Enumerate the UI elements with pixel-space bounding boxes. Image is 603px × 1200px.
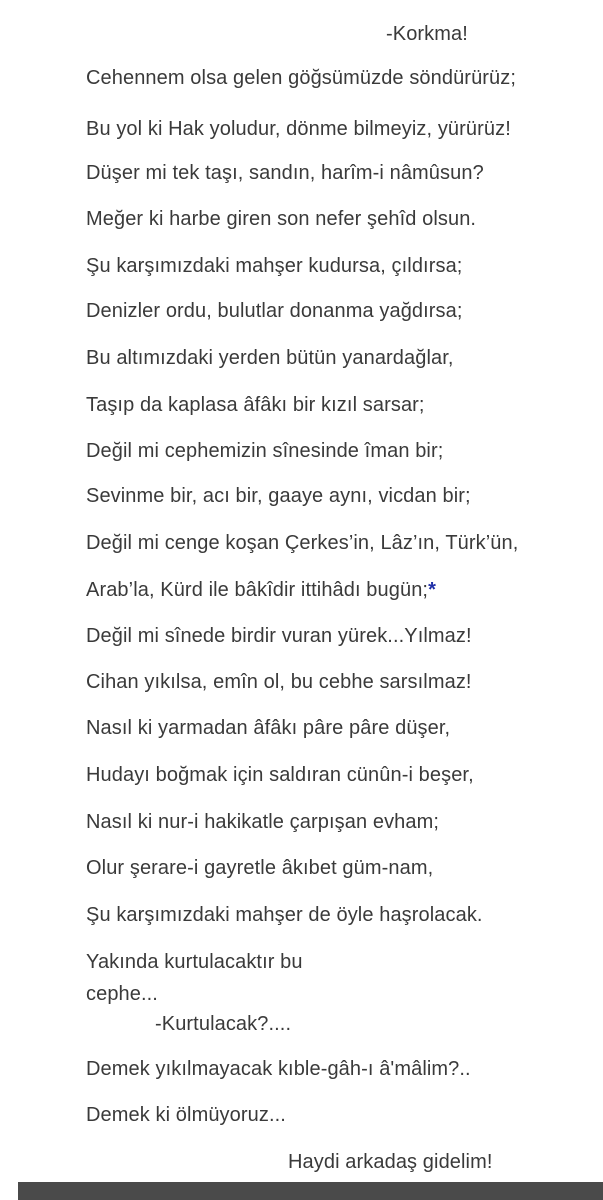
poem-line: Düşer mi tek taşı, sandın, harîm-i nâmûsun? bbox=[86, 162, 484, 184]
poem-line: Demek ki ölmüyoruz... bbox=[86, 1104, 286, 1126]
poem-line: Nasıl ki nur-i hakikatle çarpışan evham; bbox=[86, 811, 440, 833]
poem-line: Sevinme bir, acı bir, gaaye aynı, vicdan bir; bbox=[86, 485, 471, 507]
poem-line-text: Arab’la, Kürd ile bâkîdir ittihâdı bugün; bbox=[86, 579, 429, 601]
poem-line: Bu altımızdaki yerden bütün yanardağlar, bbox=[86, 347, 454, 369]
footnote-asterisk[interactable]: * bbox=[428, 579, 436, 601]
bottom-scrollbar[interactable] bbox=[0, 1182, 603, 1200]
poem-line: Değil mi cenge koşan Çerkes’in, Lâz’ın, Türk’ün, bbox=[86, 532, 519, 554]
poem-line: Şu karşımızdaki mahşer kudursa, çıldırsa; bbox=[86, 255, 463, 277]
poem-line-with-footnote bbox=[86, 578, 436, 602]
poem-line: Meğer ki harbe giren son nefer şehîd olsun. bbox=[86, 208, 477, 230]
poem-line: Yakında kurtulacaktır bu bbox=[86, 951, 303, 973]
poem-line: Hudayı boğmak için saldıran cünûn-i beşer, bbox=[86, 764, 474, 786]
poem-line: Nasıl ki yarmadan âfâkı pâre pâre düşer, bbox=[86, 717, 451, 739]
poem-line: Değil mi cephemizin sînesinde îman bir; bbox=[86, 440, 444, 462]
scrollbar-thumb[interactable] bbox=[0, 1182, 18, 1200]
poem-line: Demek yıkılmayacak kıble-gâh-ı â'mâlim?.. bbox=[86, 1058, 471, 1080]
poem-line: Cihan yıkılsa, emîn ol, bu cebhe sarsılmaz! bbox=[86, 671, 472, 693]
poem-line: Şu karşımızdaki mahşer de öyle haşrolacak. bbox=[86, 904, 483, 926]
poem-line: Cehennem olsa gelen göğsümüzde söndürürüz; bbox=[86, 67, 517, 89]
poem-line: Denizler ordu, bulutlar donanma yağdırsa; bbox=[86, 300, 463, 322]
poem-line: Olur şerare-i gayretle âkıbet güm-nam, bbox=[86, 857, 434, 879]
poem-line: Bu yol ki Hak yoludur, dönme bilmeyiz, yürürüz! bbox=[86, 118, 511, 140]
poem-closing-line: Haydi arkadaş gidelim! bbox=[288, 1151, 493, 1173]
poem-header: -Korkma! bbox=[386, 23, 468, 45]
poem-line: Taşıp da kaplasa âfâkı bir kızıl sarsar; bbox=[86, 394, 425, 416]
poem-line: Değil mi sînede birdir vuran yürek...Yılmaz! bbox=[86, 625, 472, 647]
poem-line-indented: -Kurtulacak?.... bbox=[155, 1013, 292, 1035]
poem-line: cephe... bbox=[86, 983, 158, 1005]
